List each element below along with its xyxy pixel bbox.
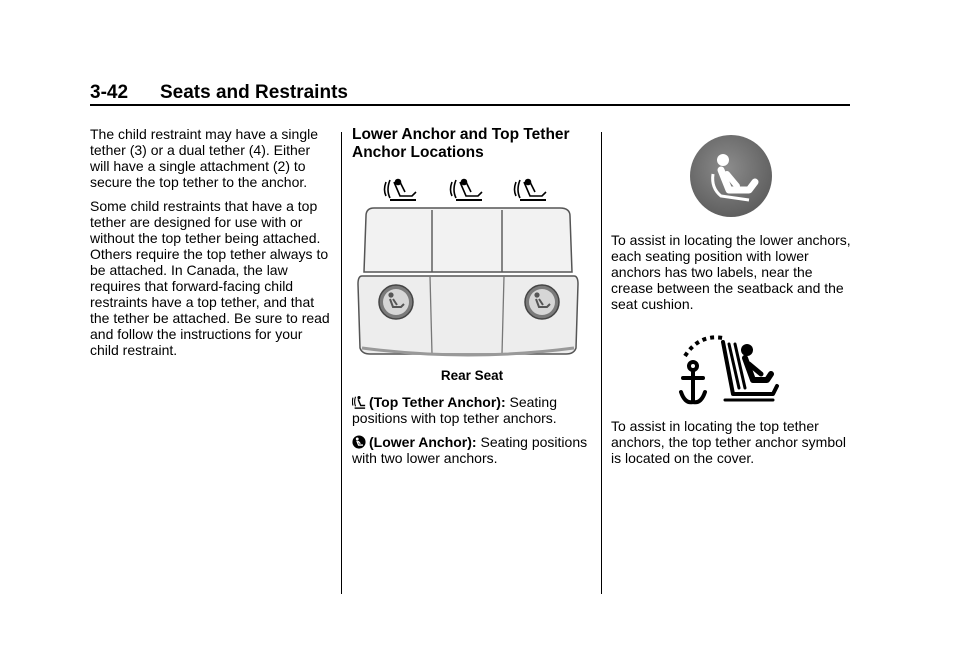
header-rule [90, 104, 850, 106]
lower-anchor-labels-paragraph: To assist in locating the lower anchors, each seating position with lower anchors has two labels, near the crease between the seatback and the seat cushion. [611, 232, 851, 312]
top-tether-anchor-icon [352, 395, 366, 409]
anchor-locations-heading: Lower Anchor and Top Tether Anchor Locations [352, 126, 570, 161]
column-right [611, 126, 851, 474]
rear-seat-illustration [352, 172, 582, 362]
top-tether-symbol-paragraph: To assist in locating the top tether anchors, the top tether anchor symbol is located on the cover. [611, 418, 847, 466]
top-tether-description: Seating positions with top tether anchors. [352, 394, 557, 426]
top-tether-term: (Top Tether Anchor): [369, 394, 506, 410]
column-middle [352, 126, 592, 474]
column-left [90, 126, 330, 366]
paragraph-tether-types: The child restraint may have a single tether (3) or a dual tether (4). Either will have a single attachment (2) to secure the top tether to the anchor. [90, 126, 318, 190]
paragraph-tether-requirements: Some child restraints that have a top tether are designed for use with or without the top tether being attached. Others require the top tether always to be attached. In Canada, the law requires that forward-facing child restraints have a top tether, and that the tether be attached. Be sure to read and follow the instructions for your child restraint. [90, 198, 330, 358]
lower-anchor-icon [352, 435, 366, 449]
top-tether-definition [352, 394, 592, 426]
page-header [90, 82, 348, 104]
column-divider-1 [341, 132, 342, 594]
page-number: 3-42 [90, 82, 129, 103]
top-tether-symbol-icon [677, 334, 781, 410]
top-tether-anchor-icon [385, 180, 547, 201]
lower-anchor-icon [689, 134, 773, 218]
lower-anchor-term: (Lower Anchor): [369, 434, 477, 450]
section-title: Seats and Restraints [160, 82, 348, 103]
figure-caption: Rear Seat [440, 368, 504, 383]
lower-anchor-description: Seating positions with two lower anchors. [352, 434, 588, 466]
column-divider-2 [601, 132, 602, 594]
lower-anchor-definition [352, 434, 592, 466]
